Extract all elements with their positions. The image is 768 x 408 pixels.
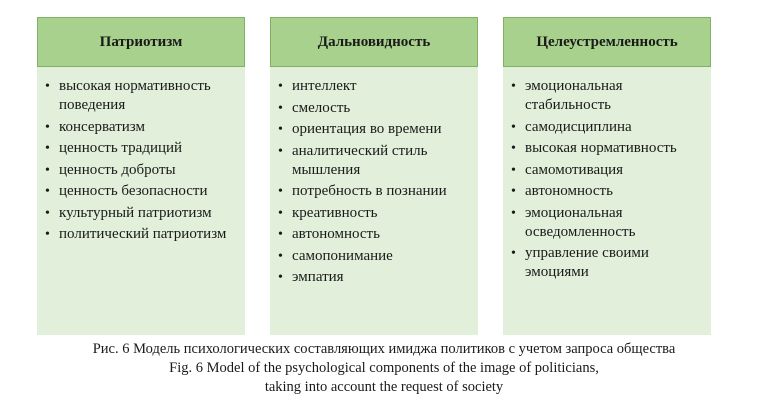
trait-list	[45, 77, 239, 244]
list-item: • самодисциплина	[511, 118, 632, 135]
bullet-icon: •	[45, 184, 50, 199]
list-item: • интеллект	[278, 78, 357, 94]
list-item: • ценность безопасности	[45, 183, 208, 199]
list-item: • ориентация во времени	[278, 121, 442, 137]
bullet-icon: •	[278, 270, 283, 285]
column-header	[503, 17, 711, 67]
bullet-icon: •	[278, 100, 283, 116]
column-body	[270, 67, 478, 335]
bullet-icon: •	[45, 205, 50, 221]
bullet-icon: •	[278, 122, 283, 137]
bullet-icon: •	[45, 227, 50, 242]
bullet-icon: •	[278, 79, 283, 94]
column-title: Дальновидность	[317, 33, 431, 50]
bullet-icon: •	[511, 141, 516, 156]
bullet-icon: •	[45, 141, 50, 156]
bullet-icon: •	[511, 246, 516, 261]
bullet-icon: •	[278, 184, 283, 199]
caption-ru: Рис. 6 Модель психологических составляющих имиджа политиков с учетом запроса общества	[92, 341, 676, 357]
column-title: Патриотизм	[99, 33, 183, 50]
list-item: • самомотивация	[511, 161, 624, 178]
column-body	[37, 67, 245, 335]
list-item: • высокая нормативность поведения	[45, 78, 211, 113]
list-item: • креативность	[278, 204, 378, 221]
list-item: • автономность	[511, 183, 613, 199]
bullet-icon: •	[511, 205, 516, 221]
list-item: • политический патриотизм	[45, 226, 227, 242]
column-title: Целеустремленность	[536, 33, 678, 50]
bullet-icon: •	[278, 248, 283, 264]
list-item: • автономность	[278, 226, 380, 242]
caption-en-line1: Fig. 6 Model of the psychological components of the image of politicians,	[169, 360, 599, 376]
bullet-icon: •	[511, 184, 516, 199]
bullet-icon: •	[278, 227, 283, 242]
list-item: • аналитический стиль мышления	[278, 142, 428, 178]
column-foresight	[270, 17, 478, 335]
list-item: • консерватизм	[45, 118, 145, 135]
list-item: • самопонимание	[278, 247, 393, 264]
bullet-icon: •	[511, 162, 516, 178]
bullet-icon: •	[45, 162, 50, 178]
column-patriotism	[37, 17, 245, 335]
trait-list	[511, 77, 705, 282]
bullet-icon: •	[278, 143, 283, 159]
list-item: • потребность в познании	[278, 183, 447, 199]
caption-en-line2: taking into account the request of society	[264, 379, 504, 395]
list-item: • управление своими эмоциями	[511, 245, 649, 280]
list-item: • ценность доброты	[45, 161, 176, 178]
list-item: • ценность традиций	[45, 140, 183, 156]
list-item: • эмоциональная стабильность	[511, 78, 623, 113]
list-item: • высокая нормативность	[511, 140, 677, 156]
bullet-icon: •	[511, 119, 516, 135]
column-body	[503, 67, 711, 335]
list-item: • эмпатия	[278, 269, 344, 285]
bullet-icon: •	[45, 79, 50, 94]
trait-list	[278, 77, 472, 287]
column-purposefulness	[503, 17, 711, 335]
column-header	[37, 17, 245, 67]
bullet-icon: •	[45, 119, 50, 135]
column-header	[270, 17, 478, 67]
bullet-icon: •	[278, 205, 283, 221]
bullet-icon: •	[511, 79, 516, 94]
list-item: • культурный патриотизм	[45, 204, 212, 221]
list-item: • смелость	[278, 99, 351, 116]
list-item: • эмоциональная осведомленность	[511, 204, 636, 240]
